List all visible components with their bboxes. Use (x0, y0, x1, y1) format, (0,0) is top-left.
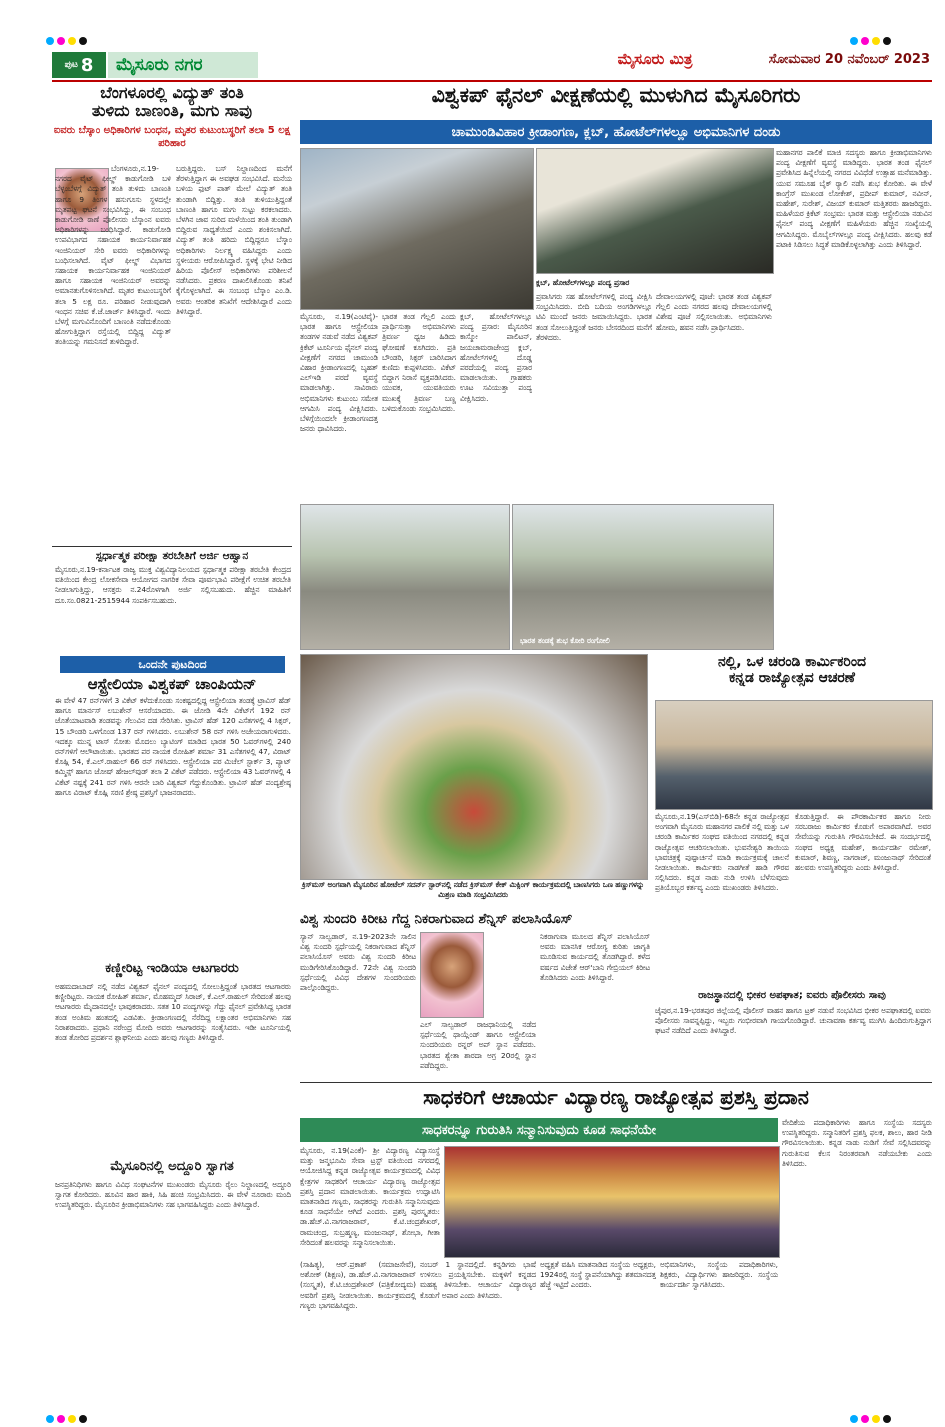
club-photo-caption: ಕ್ಲಬ್, ಹೋಟೆಲ್‌ಗಳಲ್ಲೂ ಪಂದ್ಯ ಪ್ರಸಾರ (536, 278, 630, 287)
miss-universe-col1: ಸ್ಯಾನ್ ಸಾಲ್ವಡಾರ್, ನ.19-2023ನೇ ಸಾಲಿನ ವಿಶ್ವ ಸುಂದರಿ ಸ್ಪರ್ಧೆಯಲ್ಲಿ ನಿಕರಾಗುವಾದ ಶೆನ್ನಿಸ್ ಪಲಾಸಿಯೊಸ್ ಅವರು ವಿಶ್ವ ಸುಂದರಿ ಕಿರೀಟ ಮುಡಿಗೇರಿಸಿಕೊಂಡಿದ್ದಾರೆ. 72ನೇ ವಿಶ್ವ ಸುಂದರಿ ಸ್ಪರ್ಧೆಯಲ್ಲಿ ವಿವಿಧ ದೇಶಗಳ ಸುಂದರಿಯರು ಪಾಲ್ಗೊಂಡಿದ್ದರು. (300, 932, 416, 993)
footer-registration-marks (46, 1408, 90, 1427)
australia-text: ಈ ವೇಳೆ 47 ರನ್‌ಗಳಿಗೆ 3 ವಿಕೆಟ್ ಕಳೆದುಕೊಂಡು ಸಂಕಷ್ಟದಲ್ಲಿದ್ದ ಆಸ್ಟ್ರೇಲಿಯಾ ತಂಡಕ್ಕೆ ಟ್ರಾವಿಸ್ ಹೆಡ್ ಹಾಗೂ ಮಾರ್ನಸ್ ಲಬುಶೇನ್ ಆಸರೆಯಾದರು. ಈ ಜೋಡಿ 4ನೇ ವಿಕೆಟ್‌ಗೆ 192 ರನ್ ಜೊತೆಯಾಟವಾಡಿ ತಂಡವನ್ನು ಗೆಲುವಿನ ದಡ ಸೇರಿಸಿತು. ಟ್ರಾವಿಸ್ ಹೆಡ್ 120 ಎಸೆತಗಳಲ್ಲಿ 4 ಸಿಕ್ಸರ್, 15 ಬೌಂಡರಿ ಒಳಗೊಂಡ 137 ರನ್ ಗಳಿಸಿದರು. ಲಬುಶೇನ್ 58 ರನ್ ಗಳಿಸಿ ಅಜೇಯರಾಗುಳಿದರು. ಇದಕ್ಕೂ ಮುನ್ನ ಟಾಸ್ ಸೋತು ಮೊದಲು ಬ್ಯಾಟಿಂಗ್ ಮಾಡಿದ ಭಾರತ 50 ಓವರ್‌ಗಳಲ್ಲಿ 240 ರನ್‌ಗಳಿಗೆ ಆಲೌಟಾಯಿತು. ಭಾರತದ ಪರ ನಾಯಕ ರೋಹಿತ್ ಶರ್ಮಾ 31 ಎಸೆತಗಳಲ್ಲಿ 47, ವಿರಾಟ್ ಕೊಹ್ಲಿ 54, ಕೆ.ಎಲ್.ರಾಹುಲ್ 66 ರನ್ ಗಳಿಸಿದರು. ಆಸ್ಟ್ರೇಲಿಯಾ ಪರ ಮಿಚೆಲ್ ಸ್ಟಾರ್ಕ್ 3, ಪ್ಯಾಟ್ ಕಮ್ಮಿನ್ಸ್ ಹಾಗೂ ಜೋಷ್ ಹೇಜಲ್‌ವುಡ್ ತಲಾ 2 ವಿಕೆಟ್ ಪಡೆದರು. ಆಸ್ಟ್ರೇಲಿಯಾ 43 ಓವರ್‌ಗಳಲ್ಲಿ 4 ವಿಕೆಟ್ ನಷ್ಟಕ್ಕೆ 241 ರನ್ ಗಳಿಸಿ ಆರನೇ ಬಾರಿ ವಿಶ್ವಕಪ್ ಗೆದ್ದುಕೊಂಡಿತು. ಟ್ರಾವಿಸ್ ಹೆಡ್ ಪಂದ್ಯಶ್ರೇಷ್ಠ ಹಾಗೂ ವಿರಾಟ್ ಕೊಹ್ಲಿ ಸರಣಿ ಶ್ರೇಷ್ಠ ಪ್ರಶಸ್ತಿಗೆ ಭಾಜನರಾದರು. (55, 696, 291, 797)
miss-universe-col2: ಎಲ್ ಸಾಲ್ವಡಾರ್ ರಾಜಧಾನಿಯಲ್ಲಿ ನಡೆದ ಸ್ಪರ್ಧೆಯಲ್ಲಿ ಥಾಯ್ಲೆಂಡ್ ಹಾಗೂ ಆಸ್ಟ್ರೇಲಿಯಾ ಸುಂದರಿಯರು ರನ್ನರ್ ಅಪ್ ಸ್ಥಾನ ಪಡೆದರು. ಭಾರತದ ಶ್ವೇತಾ ಶಾರದಾ ಅಗ್ರ 20ರಲ್ಲಿ ಸ್ಥಾನ ಪಡೆದಿದ್ದರು. (420, 1020, 536, 1070)
workers-text-b: ಕೊಡುತ್ತಿದ್ದಾರೆ. ಈ ಪೌರಕಾರ್ಮಿಕರ ಹಾಗೂ ನೀರು ಸರಬರಾಜು ಕಾರ್ಮಿಕರ ಕೊಡುಗೆ ಅಪಾರವಾಗಿದೆ. ಅವರ ಸೇವೆಯನ್ನು ಗುರುತಿಸಿ ಗೌರವಿಸಬೇಕಿದೆ. ಈ ಸಂದರ್ಭದಲ್ಲಿ ಸಂಘದ ಅಧ್ಯಕ್ಷ ಮಹೇಶ್, ಕಾರ್ಯದರ್ಶಿ ರಮೇಶ್, ಕುಮಾರ್, ಶಿವಣ್ಣ, ನಾಗರಾಜ್, ಮಂಜುನಾಥ್ ಸೇರಿದಂತೆ ಹಲವರು ಉಪಸ್ಥಿತರಿದ್ದರು ಎಂದು ತಿಳಿಸಿದ್ದಾರೆ. (795, 812, 931, 873)
cake-mixing-photo (300, 654, 648, 880)
kanneer-text: ಅಹಮದಾಬಾದ್ ನಲ್ಲಿ ನಡೆದ ವಿಶ್ವಕಪ್ ಫೈನಲ್ ಪಂದ್ಯದಲ್ಲಿ ಸೋಲುತ್ತಿದ್ದಂತೆ ಭಾರತದ ಆಟಗಾರರು ಕಣ್ಣೀರಿಟ್ಟರು. ನಾಯಕ ರೋಹಿತ್ ಶರ್ಮಾ, ಮೊಹಮ್ಮದ್ ಸಿರಾಜ್, ಕೆ.ಎಲ್.ರಾಹುಲ್ ಸೇರಿದಂತೆ ಹಲವು ಆಟಗಾರರು ಮೈದಾನದಲ್ಲೇ ಭಾವುಕರಾದರು. ಸತತ 10 ಪಂದ್ಯಗಳನ್ನು ಗೆದ್ದು ಫೈನಲ್ ಪ್ರವೇಶಿಸಿದ್ದ ಭಾರತ ತಂಡ ಅಂತಿಮ ಹಂತದಲ್ಲಿ ಎಡವಿತು. ಕ್ರೀಡಾಂಗಣದಲ್ಲಿ ನೆರೆದಿದ್ದ ಲಕ್ಷಾಂತರ ಅಭಿಮಾನಿಗಳು ಸಹ ನಿರಾಶರಾದರು. ಪ್ರಧಾನಿ ನರೇಂದ್ರ ಮೋದಿ ಅವರು ಆಟಗಾರರನ್ನು ಸಂತೈಸಿದರು. ಇಡೀ ಟೂರ್ನಿಯಲ್ಲಿ ತಂಡ ತೋರಿದ ಪ್ರದರ್ಶನ ಶ್ಲಾಘನೀಯ ಎಂದು ಹಲವು ಗಣ್ಯರು ತಿಳಿಸಿದ್ದಾರೆ. (55, 982, 291, 1043)
rangoli-photo (512, 504, 774, 650)
continued-from-front-label: ಒಂದನೇ ಪುಟದಿಂದ (60, 656, 285, 673)
award-bottom-col4: ಅಭಿಮಾನಿಗಳು, ಸಂಸ್ಥೆಯ ಪದಾಧಿಕಾರಿಗಳು, ಶಿಕ್ಷಕರು, ವಿದ್ಯಾರ್ಥಿಗಳು ಹಾಜರಿದ್ದರು. ಸಂಸ್ಥೆಯ ಕಾರ್ಯದರ್ಶಿ ಸ್ವಾಗತಿಸಿದರು. (660, 1260, 778, 1290)
rangoli-caption: ಭಾರತ ತಂಡಕ್ಕೆ ಶುಭ ಕೋರಿ ರಂಗೋಲಿ (520, 636, 610, 645)
workers-headline (652, 654, 932, 686)
accident-headline: ರಾಜಸ್ಥಾನದಲ್ಲಿ ಭೀಕರ ಅಪಘಾತ; ಐವರು ಪೊಲೀಸರು ಸಾವು (698, 990, 886, 1001)
award-right-text: ವೇದಿಕೆಯ ಪದಾಧಿಕಾರಿಗಳು ಹಾಗೂ ಸಂಸ್ಥೆಯ ಸದಸ್ಯರು ಉಪಸ್ಥಿತರಿದ್ದರು. ಸನ್ಮಾನಿತರಿಗೆ ಪ್ರಶಸ್ತಿ ಫಲಕ, ಶಾಲು, ಹಾರ ನೀಡಿ ಗೌರವಿಸಲಾಯಿತು. ಕನ್ನಡ ನಾಡು ನುಡಿಗೆ ಸೇವೆ ಸಲ್ಲಿಸಿದವರನ್ನು ಗುರುತಿಸುವ ಕೆಲಸ ನಿರಂತರವಾಗಿ ನಡೆಯಬೇಕು ಎಂದು ತಿಳಿಸಿದರು. (782, 1118, 932, 1168)
lead-col3: ಕ್ಲಬ್, ಹೋಟೆಲ್‌ಗಳಲ್ಲೂ ಪಂದ್ಯ ಪ್ರಸಾರ: ಮೈಸೂರಿನ ಕಾಸ್ಮೋ ಪಾಲಿಟನ್, ಜಯಚಾಮರಾಜೇಂದ್ರ ಕ್ಲಬ್, ಹೋಟೆಲ್‌ಗಳಲ್ಲಿ ದೊಡ್ಡ ಪರದೆಯಲ್ಲಿ ಪಂದ್ಯ ಪ್ರಸಾರ ಮಾಡಲಾಯಿತು. ಗ್ರಾಹಕರು ಊಟ ಸವಿಯುತ್ತಾ ಪಂದ್ಯ ವೀಕ್ಷಿಸಿದರು. (460, 312, 532, 403)
award-left-text: ಮೈಸೂರು, ನ.19(ಎಂಕೆ)- ಶ್ರೀ ವಿದ್ಯಾರಣ್ಯ ವಿದ್ಯಾಸಂಸ್ಥೆ ಮತ್ತು ಜನ್ಮಭೂಮಿ ಸೇವಾ ಟ್ರಸ್ಟ್ ವತಿಯಿಂದ ನಗರದಲ್ಲಿ ಆಯೋಜಿಸಿದ್ದ ಕನ್ನಡ ರಾಜ್ಯೋತ್ಸವ ಕಾರ್ಯಕ್ರಮದಲ್ಲಿ ವಿವಿಧ ಕ್ಷೇತ್ರಗಳ ಸಾಧಕರಿಗೆ ಆಚಾರ್ಯ ವಿದ್ಯಾರಣ್ಯ ರಾಜ್ಯೋತ್ಸವ ಪ್ರಶಸ್ತಿ ಪ್ರದಾನ ಮಾಡಲಾಯಿತು. ಕಾರ್ಯಕ್ರಮ ಉದ್ಘಾಟಿಸಿ ಮಾತನಾಡಿದ ಗಣ್ಯರು, ಸಾಧಕರನ್ನು ಗುರುತಿಸಿ ಸನ್ಮಾನಿಸುವುದು ಕೂಡ ಸಾಧನೆಯೇ ಆಗಿದೆ ಎಂದರು. ಪ್ರಶಸ್ತಿ ಪುರಸ್ಕೃತರು: ಡಾ.ಹೆಚ್.ವಿ.ನಾಗರಾಜರಾವ್, ಕೆ.ಟಿ.ಚಂದ್ರಶೇಖರ್, ರಾಮಚಂದ್ರ, ಸುಬ್ರಹ್ಮಣ್ಯ, ಮಂಜುನಾಥ್, ಶೋಭಾ, ಗೀತಾ ಸೇರಿದಂತೆ ಹಲವರನ್ನು ಸನ್ಮಾನಿಸಲಾಯಿತು. (300, 1146, 440, 1247)
miss-universe-col3: ನಿಕರಾಗುವಾ ಮೂಲದ ಶೆನ್ನಿಸ್ ಪಲಾಸಿಯೊಸ್ ಅವರು ಮಾನಸಿಕ ಆರೋಗ್ಯ ಕುರಿತು ಜಾಗೃತಿ ಮೂಡಿಸುವ ಕಾರ್ಯದಲ್ಲಿ ತೊಡಗಿದ್ದಾರೆ. ಕಳೆದ ವರ್ಷದ ವಿಜೇತೆ ಆರ್'ಬಾನಿ ಗೇಬ್ರಿಯಲ್ ಕಿರೀಟ ತೊಡಿಸಿದರು ಎಂದು ತಿಳಿಸಿದ್ದಾರೆ. (540, 932, 650, 982)
color-registration-marks (46, 30, 90, 49)
page-number-badge (52, 52, 106, 78)
divider (52, 546, 292, 547)
award-banner: ಸಾಧಕರನ್ನೂ ಗುರುತಿಸಿ ಸನ್ಮಾನಿಸುವುದು ಕೂಡ ಸಾಧನೆಯೇ (300, 1118, 778, 1142)
notice-title: ಸ್ಪರ್ಧಾತ್ಮಕ ಪರೀಕ್ಷಾ ತರಬೇತಿಗೆ ಅರ್ಜಿ ಆಹ್ವಾನ (95, 550, 249, 562)
welcome-headline: ಮೈಸೂರಿನಲ್ಲಿ ಅದ್ದೂರಿ ಸ್ವಾಗತ (110, 1159, 234, 1174)
lead-col5: ದೇವಾಲಯಗಳಲ್ಲಿ ಪೂಜೆ: ಭಾರತ ತಂಡ ವಿಶ್ವಕಪ್ ಗೆಲ್ಲಲಿ ಎಂದು ನಗರದ ಹಲವು ದೇವಾಲಯಗಳಲ್ಲಿ ವಿಶೇಷ ಪೂಜೆ ಸಲ್ಲಿಸಲಾಯಿತು. ಅಭಿಮಾನಿಗಳು ಹೋಮ, ಹವನ ನಡೆಸಿ ಪ್ರಾರ್ಥಿಸಿದರು. (656, 292, 772, 332)
accident-text: ಜೈಪುರ,ನ.19-ಭರತಪುರ ಜಿಲ್ಲೆಯಲ್ಲಿ ಪೊಲೀಸ್ ವಾಹನ ಹಾಗೂ ಟ್ರಕ್ ನಡುವೆ ಸಂಭವಿಸಿದ ಭೀಕರ ಅಪಘಾತದಲ್ಲಿ ಐವರು ಪೊಲೀಸರು ಸಾವನ್ನಪ್ಪಿದ್ದು, ಇಬ್ಬರು ಗಂಭೀರವಾಗಿ ಗಾಯಗೊಂಡಿದ್ದಾರೆ. ಚುನಾವಣಾ ಕರ್ತವ್ಯ ಮುಗಿಸಿ ಹಿಂದಿರುಗುತ್ತಿದ್ದಾಗ ಘಟನೆ ನಡೆದಿದೆ ಎಂದು ತಿಳಿಸಿದ್ದಾರೆ. (655, 1006, 931, 1036)
color-registration-marks-right (850, 30, 894, 49)
notice-text: ಮೈಸೂರು,ನ.19-ಕರ್ನಾಟಕ ರಾಜ್ಯ ಮುಕ್ತ ವಿಶ್ವವಿದ್ಯಾನಿಲಯದ ಸ್ಪರ್ಧಾತ್ಮಕ ಪರೀಕ್ಷಾ ತರಬೇತಿ ಕೇಂದ್ರದ ವತಿಯಿಂದ ಕೇಂದ್ರ ಲೋಕಸೇವಾ ಆಯೋಗದ ನಾಗರಿಕ ಸೇವಾ ಪೂರ್ವಭಾವಿ ಪರೀಕ್ಷೆಗೆ ಉಚಿತ ತರಬೇತಿ ನೀಡಲಾಗುತ್ತಿದ್ದು, ಆಸಕ್ತರು ನ.24ರೊಳಗಾಗಿ ಅರ್ಜಿ ಸಲ್ಲಿಸಬಹುದು. ಹೆಚ್ಚಿನ ಮಾಹಿತಿಗೆ ದೂ.ಸಂ.0821-2515944 ಸಂಪರ್ಕಿಸಬಹುದು. (55, 565, 291, 605)
award-bottom-col3: ಅಧ್ಯಕ್ಷತೆ ವಹಿಸಿ ಮಾತನಾಡಿದ ಸಂಸ್ಥೆಯ ಅಧ್ಯಕ್ಷರು, 1924ರಲ್ಲಿ ಸಂಸ್ಥೆ ಸ್ಥಾಪನೆಯಾಗಿದ್ದು ಶತಮಾನದತ್ತ ಹೆಜ್ಜೆ ಇಟ್ಟಿದೆ ಎಂದರು. (540, 1260, 656, 1290)
lead-col4: ಪ್ರವಾಸಿಗರು ಸಹ ಹೋಟೆಲ್‌ಗಳಲ್ಲಿ ಪಂದ್ಯ ವೀಕ್ಷಿಸಿ ಸಂಭ್ರಮಿಸಿದರು. ಬೀದಿ ಬದಿಯ ಅಂಗಡಿಗಳಲ್ಲೂ ಟಿವಿ ಮುಂದೆ ಜನರು ಜಮಾಯಿಸಿದ್ದರು. ಭಾರತ ತಂಡ ಸೋಲುತ್ತಿದ್ದಂತೆ ಜನರು ಬೇಸರದಿಂದ ಮನೆಗೆ ತೆರಳಿದರು. (536, 292, 652, 342)
story1-text-b: ಬರುತ್ತಿದ್ದರು. ಬಸ್ ನಿಲ್ದಾಣದಿಂದ ಮನೆಗೆ ತೆರಳುತ್ತಿದ್ದಾಗ ಈ ಅವಘಡ ಸಂಭವಿಸಿದೆ. ಮನೆಯ ಬಳಿಯ ಫುಟ್ ಪಾತ್ ಮೇಲೆ ವಿದ್ಯುತ್ ತಂತಿ ತುಂಡಾಗಿ ಬಿದ್ದಿತ್ತು. ತಂತಿ ತುಳಿಯುತ್ತಿದ್ದಂತೆ ಬಾಣಂತಿ ಹಾಗೂ ಮಗು ಸುಟ್ಟು ಕರಕಲಾದರು. ಬೆಳಗಿನ ಜಾವ ಸುರಿದ ಮಳೆಯಿಂದ ತಂತಿ ತುಂಡಾಗಿ ಬಿದ್ದಿರುವ ಸಾಧ್ಯತೆಯಿದೆ ಎಂದು ಶಂಕಿಸಲಾಗಿದೆ. ವಿದ್ಯುತ್ ತಂತಿ ಹರಿದು ಬಿದ್ದಿದ್ದರೂ ಬೆಸ್ಕಾಂ ಅಧಿಕಾರಿಗಳು ನಿರ್ಲಕ್ಷ್ಯ ವಹಿಸಿದ್ದರು ಎಂದು ಸ್ಥಳೀಯರು ಆರೋಪಿಸಿದ್ದಾರೆ. ಸ್ಥಳಕ್ಕೆ ಭೇಟಿ ನೀಡಿದ ಹಿರಿಯ ಪೊಲೀಸ್ ಅಧಿಕಾರಿಗಳು ಪರಿಶೀಲನೆ ನಡೆಸಿದರು. ಪ್ರಕರಣ ದಾಖಲಿಸಿಕೊಂಡು ತನಿಖೆ ಕೈಗೊಳ್ಳಲಾಗಿದೆ. ಈ ಸಂಬಂಧ ಬೆಸ್ಕಾಂ ಎಂ.ಡಿ. ಅವರು ಆಂತರಿಕ ತನಿಖೆಗೆ ಆದೇಶಿಸಿದ್ದಾರೆ ಎಂದು ತಿಳಿಸಿದ್ದಾರೆ. (176, 164, 292, 316)
lead-col2: ಭಾರತ ತಂಡ ಗೆಲ್ಲಲಿ ಎಂದು ಪ್ರಾರ್ಥಿಸುತ್ತಾ ಅಭಿಮಾನಿಗಳು ತ್ರಿವರ್ಣ ಧ್ವಜ ಹಿಡಿದು ಘೋಷಣೆ ಕೂಗಿದರು. ಪ್ರತಿ ಬೌಂಡರಿ, ಸಿಕ್ಸರ್ ಬಾರಿಸಿದಾಗ ಕುಣಿದು ಕುಪ್ಪಳಿಸಿದರು. ವಿಕೆಟ್ ಬಿದ್ದಾಗ ನಿರಾಸೆ ವ್ಯಕ್ತಪಡಿಸಿದರು. ಯುವಕ, ಯುವತಿಯರು ಮುಖಕ್ಕೆ ತ್ರಿವರ್ಣ ಬಣ್ಣ ಬಳಿದುಕೊಂಡು ಸಂಭ್ರಮಿಸಿದರು. (382, 312, 456, 413)
page-label: ಪುಟ (64, 60, 78, 70)
story1-headline (52, 84, 292, 121)
story1-headline-line2: ತುಳಿದು ಬಾಣಂತಿ, ಮಗು ಸಾವು (91, 101, 253, 121)
lead-headline: ವಿಶ್ವಕಪ್ ಫೈನಲ್ ವೀಕ್ಷಣೆಯಲ್ಲಿ ಮುಳುಗಿದ ಮೈಸೂರಿಗರು (431, 83, 801, 107)
fans-group-photo (300, 504, 510, 650)
welcome-text: ಜನಪ್ರತಿನಿಧಿಗಳು ಹಾಗೂ ವಿವಿಧ ಸಂಘಟನೆಗಳ ಮುಖಂಡರು ಮೈಸೂರು ರೈಲು ನಿಲ್ದಾಣದಲ್ಲಿ ಅದ್ದೂರಿ ಸ್ವಾಗತ ಕೋರಿದರು. ಹೂವಿನ ಹಾರ ಹಾಕಿ, ಸಿಹಿ ಹಂಚಿ ಸಂಭ್ರಮಿಸಿದರು. ಈ ವೇಳೆ ನೂರಾರು ಮಂದಿ ಉಪಸ್ಥಿತರಿದ್ದರು. ಮೈಸೂರಿನ ಕ್ರೀಡಾಭಿಮಾನಿಗಳು ಸಹ ಭಾಗವಹಿಸಿದ್ದರು ಎಂದು ತಿಳಿಸಿದ್ದಾರೆ. (55, 1180, 291, 1210)
story1-subhead: ಐವರು ಬೆಸ್ಕಾಂ ಅಧಿಕಾರಿಗಳ ಬಂಧನ, ಮೃತರ ಕುಟುಂಬಸ್ಥರಿಗೆ ತಲಾ 5 ಲಕ್ಷ ಪರಿಹಾರ (53, 125, 291, 149)
workers-headline-line2: ಕನ್ನಡ ರಾಜ್ಯೋತ್ಸವ ಆಚರಣೆ (728, 670, 855, 687)
workers-text-a: ಮೈಸೂರು,ನ.19(ಎಸ್‌ಬಿಡಿ)-68ನೇ ಕನ್ನಡ ರಾಜ್ಯೋತ್ಸವ ಅಂಗವಾಗಿ ಮೈಸೂರು ಮಹಾನಗರ ಪಾಲಿಕೆ ನಲ್ಲಿ ಮತ್ತು ಒಳ ಚರಂಡಿ ಕಾರ್ಮಿಕರ ಸಂಘದ ವತಿಯಿಂದ ನಗರದಲ್ಲಿ ಕನ್ನಡ ರಾಜ್ಯೋತ್ಸವ ಆಚರಿಸಲಾಯಿತು. ಭುವನೇಶ್ವರಿ ತಾಯಿಯ ಭಾವಚಿತ್ರಕ್ಕೆ ಪುಷ್ಪಾರ್ಚನೆ ಮಾಡಿ ಕಾರ್ಯಕ್ರಮಕ್ಕೆ ಚಾಲನೆ ನೀಡಲಾಯಿತು. ಕಾರ್ಮಿಕರು ನಾಡಗೀತೆ ಹಾಡಿ ಗೌರವ ಸಲ್ಲಿಸಿದರು. ಕನ್ನಡ ನಾಡು ನುಡಿ ಉಳಿಸಿ ಬೆಳೆಸುವುದು ಪ್ರತಿಯೊಬ್ಬರ ಕರ್ತವ್ಯ ಎಂದು ಮುಖಂಡರು ತಿಳಿಸಿದರು. (655, 812, 789, 893)
paper-name: ಮೈಸೂರು ಮಿತ್ರ (617, 50, 693, 68)
miss-universe-headline: ವಿಶ್ವ ಸುಂದರಿ ಕಿರೀಟ ಗೆದ್ದ ನಿಕರಾಗುವಾದ ಶೆನ್ನಿಸ್ ಪಲಾಸಿಯೊಸ್ (300, 911, 573, 927)
award-bottom-col2: ನಂಬರ್ 1 ಸ್ಥಾನದಲ್ಲಿದೆ. ಕನ್ನಡಿಗರು ಭಾಷೆ ಉಳಿಸಲು ಪ್ರಯತ್ನಿಸಬೇಕು. ಮಕ್ಕಳಿಗೆ ಕನ್ನಡದ ಮಹತ್ವ ತಿಳಿಸಬೇಕು. ಆಚಾರ್ಯ ವಿದ್ಯಾರಣ್ಯರ ಕೊಡುಗೆ ಅಪಾರ ಎಂದು ತಿಳಿಸಿದರು. (420, 1260, 536, 1300)
award-headline: ಸಾಧಕರಿಗೆ ಆಚಾರ್ಯ ವಿದ್ಯಾರಣ್ಯ ರಾಜ್ಯೋತ್ಸವ ಪ್ರಶಸ್ತಿ ಪ್ರದಾನ (423, 1085, 809, 1109)
australia-headline: ಆಸ್ಟ್ರೇಲಿಯಾ ವಿಶ್ವಕಪ್ ಚಾಂಪಿಯನ್ (87, 675, 257, 693)
cake-mixing-caption: ಕ್ರಿಸ್‌ಮಸ್ ಅಂಗವಾಗಿ ಮೈಸೂರಿನ ಹೋಟೆಲ್ ಸದರ್ನ್ ಸ್ಟಾರ್‌ನಲ್ಲಿ ನಡೆದ ಕ್ರಿಸ್‌ಮಸ್ ಕೇಕ್ ಮಿಕ್ಸಿಂಗ್ ಕಾರ್ಯಕ್ರಮದಲ್ಲಿ ಬಾಣಸಿಗರು ಒಣ ಹಣ್ಣುಗಳನ್ನು ಮಿಶ್ರಣ ಮಾಡಿ ಸಂಭ್ರಮಿಸಿದರು (301, 880, 645, 899)
award-bottom-col1: (ಸಾಹಿತ್ಯ), ಆರ್.ಪ್ರಕಾಶ್ (ಸಮಾಜಸೇವೆ), ಅಶೋಕ್ (ಶಿಕ್ಷಣ), ಡಾ.ಹೆಚ್.ವಿ.ನಾಗರಾಜರಾವ್ (ಸಂಸ್ಕೃತ), ಕೆ.ಟಿ.ಚಂದ್ರಶೇಖರ್ (ಪತ್ರಿಕೋದ್ಯಮ) ಅವರಿಗೆ ಪ್ರಶಸ್ತಿ ನೀಡಲಾಯಿತು. ಕಾರ್ಯಕ್ರಮದಲ್ಲಿ ಗಣ್ಯರು ಭಾಗವಹಿಸಿದ್ದರು. (300, 1260, 416, 1310)
lead-banner: ಚಾಮುಂಡಿವಿಹಾರ ಕ್ರೀಡಾಂಗಣ, ಕ್ಲಬ್, ಹೋಟೆಲ್‌ಗಳಲ್ಲೂ ಅಭಿಮಾನಿಗಳ ದಂಡು (300, 120, 932, 144)
page-number: 8 (80, 54, 94, 76)
award-divider (300, 1082, 932, 1083)
workers-headline-line1: ನಲ್ಲಿ, ಒಳ ಚರಂಡಿ ಕಾರ್ಮಿಕರಿಂದ (717, 654, 867, 670)
workers-celebration-photo (655, 700, 933, 810)
kanneer-headline: ಕಣ್ಣೀರಿಟ್ಟ ಇಂಡಿಯಾ ಆಟಗಾರರು (105, 961, 239, 976)
story1-headline-line1: ಬೆಂಗಳೂರಲ್ಲಿ ವಿದ್ಯುತ್ ತಂತಿ (100, 83, 244, 102)
story1-text-a: ಬೆಂಗಳೂರು,ನ.19-ನಗರದ ವೈಟ್ ಫೀಲ್ಡ್ ಕಾಡುಗೋಡಿ ಬಳಿ ಬೆಳ್ಳಂಬೆಳಗ್ಗೆ ವಿದ್ಯುತ್ ತಂತಿ ತುಳಿದು ಬಾಣಂತಿ ಹಾಗೂ 9 ತಿಂಗಳ ಹಸುಗೂಸು ಸ್ಥಳದಲ್ಲೇ ಮೃತಪಟ್ಟ ಘಟನೆ ಸಂಭವಿಸಿದ್ದು, ಈ ಸಂಬಂಧ ಕಾಡುಗೋಡಿ ಠಾಣೆ ಪೊಲೀಸರು ಬೆಸ್ಕಾಂನ ಐವರು ಅಧಿಕಾರಿಗಳನ್ನು ಬಂಧಿಸಿದ್ದಾರೆ. ಕಾಡುಗೋಡಿ ಉಪವಿಭಾಗದ ಸಹಾಯಕ ಕಾರ್ಯನಿರ್ವಾಹಕ ಇಂಜಿನಿಯರ್ ಸೇರಿ ಐವರು ಅಧಿಕಾರಿಗಳನ್ನು ಬಂಧಿಸಲಾಗಿದೆ. ವೈಟ್ ಫೀಲ್ಡ್ ವಿಭಾಗದ ಸಹಾಯಕ ಕಾರ್ಯನಿರ್ವಾಹಕ ಇಂಜಿನಿಯರ್ ಹಾಗೂ ಸಹಾಯಕ ಇಂಜಿನಿಯರ್ ಅವರನ್ನು ಅಮಾನತುಗೊಳಿಸಲಾಗಿದೆ. ಮೃತರ ಕುಟುಂಬಸ್ಥರಿಗೆ ತಲಾ 5 ಲಕ್ಷ ರೂ. ಪರಿಹಾರ ನೀಡುವುದಾಗಿ ಇಂಧನ ಸಚಿವ ಕೆ.ಜೆ.ಜಾರ್ಜ್ ತಿಳಿಸಿದ್ದಾರೆ. ಇಂದು ಬೆಳಗ್ಗೆ ಮಗುವಿನೊಂದಿಗೆ ಬಾಣಂತಿ ನಡೆದುಕೊಂಡು ಹೋಗುತ್ತಿದ್ದಾಗ ರಸ್ತೆಯಲ್ಲಿ ಬಿದ್ದಿದ್ದ ವಿದ್ಯುತ್ ತಂತಿಯನ್ನು ಗಮನಿಸದೆ ತುಳಿದಿದ್ದಾರೆ. (55, 164, 171, 347)
issue-date: ಸೋಮವಾರ 20 ನವೆಂಬರ್ 2023 (768, 52, 930, 67)
award-ceremony-photo (444, 1146, 780, 1258)
miss-universe-photo (420, 932, 484, 1018)
bike-rally-photo (300, 148, 534, 310)
section-title: ಮೈಸೂರು ನಗರ (108, 52, 258, 78)
lead-right-col: ಮಹಾನಗರ ಪಾಲಿಕೆ ಮಾಜಿ ಸದಸ್ಯರು ಹಾಗೂ ಕ್ರೀಡಾಭಿಮಾನಿಗಳು ಪಂದ್ಯ ವೀಕ್ಷಣೆಗೆ ವ್ಯವಸ್ಥೆ ಮಾಡಿದ್ದರು. ಭಾರತ ತಂಡ ಫೈನಲ್ ಪ್ರವೇಶಿಸಿದ ಹಿನ್ನೆಲೆಯಲ್ಲಿ ನಗರದ ವಿವಿಧೆಡೆ ಉತ್ಸಾಹ ಮನೆಮಾಡಿತ್ತು. ಯುವ ಸಮೂಹ ಬೈಕ್ ರ‍್ಯಾಲಿ ನಡೆಸಿ ಶುಭ ಕೋರಿತು. ಈ ವೇಳೆ ಕಾಂಗ್ರೆಸ್ ಮುಖಂಡ ಲೋಕೇಶ್, ಪ್ರದೀಪ್ ಕುಮಾರ್, ನವೀನ್, ಮಹೇಶ್, ಸುರೇಶ್, ವಿಜಯ್ ಕುಮಾರ್ ಮತ್ತಿತರರು ಹಾಜರಿದ್ದರು. ಮಹಿಳೆಯರ ಕ್ರಿಕೆಟ್ ಸಂಭ್ರಮ: ಭಾರತ ಮತ್ತು ಆಸ್ಟ್ರೇಲಿಯಾ ನಡುವಿನ ಫೈನಲ್ ಪಂದ್ಯ ವೀಕ್ಷಣೆಗೆ ಮಹಿಳೆಯರು ಹೆಚ್ಚಿನ ಸಂಖ್ಯೆಯಲ್ಲಿ ಆಗಮಿಸಿದ್ದರು. ಮೊಬೈಲ್‌ಗಳಲ್ಲೂ ಪಂದ್ಯ ವೀಕ್ಷಿಸಿದರು. ಹಲವು ಕಡೆ ಪಟಾಕಿ ಸಿಡಿಸಲು ಸಿದ್ಧತೆ ಮಾಡಿಕೊಳ್ಳಲಾಗಿತ್ತು ಎಂದು ತಿಳಿಸಿದ್ದಾರೆ. (776, 148, 932, 249)
footer-registration-marks-right (850, 1408, 894, 1427)
lead-col1: ಮೈಸೂರು, ನ.19(ಎಂಟಿವೈ)- ಭಾರತ ಹಾಗೂ ಆಸ್ಟ್ರೇಲಿಯಾ ತಂಡಗಳ ನಡುವೆ ನಡೆದ ವಿಶ್ವಕಪ್ ಕ್ರಿಕೆಟ್ ಟೂರ್ನಿಯ ಫೈನಲ್ ಪಂದ್ಯ ವೀಕ್ಷಣೆಗೆ ನಗರದ ಚಾಮುಂಡಿ ವಿಹಾರ ಕ್ರೀಡಾಂಗಣದಲ್ಲಿ ಬೃಹತ್ ಎಲ್‌ಇಡಿ ಪರದೆ ವ್ಯವಸ್ಥೆ ಮಾಡಲಾಗಿತ್ತು. ಸಾವಿರಾರು ಅಭಿಮಾನಿಗಳು ಕುಟುಂಬ ಸಮೇತ ಆಗಮಿಸಿ ಪಂದ್ಯ ವೀಕ್ಷಿಸಿದರು. ಬೆಳಿಗ್ಗೆಯಿಂದಲೇ ಕ್ರೀಡಾಂಗಣದತ್ತ ಜನರು ಧಾವಿಸಿದರು. (300, 312, 378, 434)
masthead-rule (52, 80, 932, 82)
stadium-screen-photo (536, 148, 774, 274)
